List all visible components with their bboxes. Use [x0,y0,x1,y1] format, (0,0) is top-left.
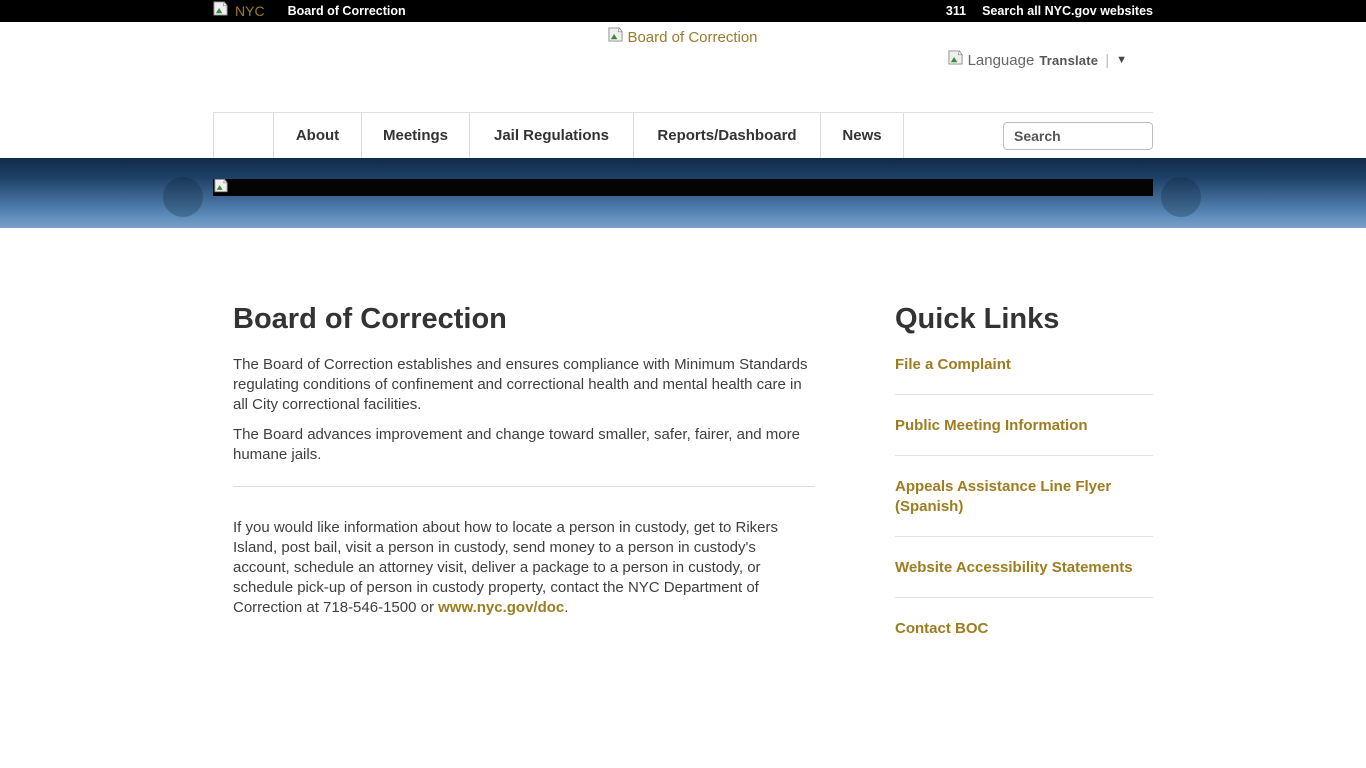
translate-label: Translate [1039,52,1099,68]
quick-links-title: Quick Links [895,303,1060,335]
nav-tab-about[interactable]: About [273,113,361,158]
chevron-down-icon[interactable]: ▼ [1116,54,1127,66]
banner-broken-image-icon [214,178,228,198]
page-title: Board of Correction [233,303,507,335]
quick-link-public-meeting-information[interactable]: Public Meeting Information [895,416,1088,434]
info-paragraph [233,518,815,618]
translate-separator: | [1105,51,1110,69]
language-broken-image-icon [948,50,963,70]
nav-tab-jail-regulations[interactable]: Jail Regulations [469,113,633,158]
site-header [0,22,1366,112]
carousel-prev-button[interactable] [163,177,203,217]
carousel-next-button[interactable] [1161,177,1201,217]
nav-tab-home[interactable] [213,113,273,158]
topbar-site-name[interactable]: Board of Correction [287,4,406,18]
content-divider [233,486,815,487]
search-input[interactable] [1003,122,1153,150]
list-item [895,477,1153,537]
language-alt-text: Language [967,51,1035,69]
nyc-logo-broken-image-icon[interactable] [213,1,228,21]
info-paragraph-period: . [564,598,569,616]
list-item [895,619,1153,658]
main-navigation [0,112,1366,158]
quick-link-file-a-complaint[interactable]: File a Complaint [895,355,1011,373]
hero-carousel [0,158,1366,228]
site-logo-alt-text: Board of Correction [627,28,758,46]
nav-tab-news[interactable]: News [820,113,904,158]
topbar [0,0,1366,22]
info-paragraph-text: If you would like information about how to locate a person in custody, get to Rikers Island, post bail, visit a person in custody, send money to a person in custody's account, schedule an attorney visit, deliver a package to a person in custody, or schedule pick-up of person in custody property, contact the NYC Department of Correction at 718-546-1500 or [233,518,779,616]
topbar-search-all-link[interactable]: Search all NYC.gov websites [982,4,1153,18]
nav-tab-meetings[interactable]: Meetings [361,113,469,158]
content-column [213,304,815,628]
intro-paragraph-1: The Board of Correction establishes and ensures compliance with Minimum Standards regulating conditions of confinement and correctional health and mental health care in all City correctional facilities. [233,355,808,413]
nyc-gov-doc-link[interactable]: www.nyc.gov/doc [438,598,565,616]
main-content [0,228,1366,679]
intro-paragraph-2: The Board advances improvement and change toward smaller, safer, fairer, and more humane jails. [233,425,800,463]
language-translate-dropdown[interactable] [948,50,1127,70]
quick-links-column [895,304,1153,679]
quick-link-appeals-assistance-line-flyer[interactable]: Appeals Assistance Line Flyer (Spanish) [895,477,1112,515]
list-item [895,558,1153,598]
quick-link-website-accessibility-statements[interactable]: Website Accessibility Statements [895,558,1133,576]
quick-links-list [895,355,1153,658]
site-logo[interactable] [0,22,1366,47]
nyc-logo-alt-text[interactable]: NYC [235,3,265,19]
nav-tab-reports-dashboard[interactable]: Reports/Dashboard [633,113,820,158]
quick-link-contact-boc[interactable]: Contact BOC [895,619,989,637]
list-item [895,355,1153,395]
site-logo-broken-image-icon [608,27,623,47]
list-item [895,416,1153,456]
banner-broken-image [213,179,1153,196]
topbar-311-link[interactable]: 311 [945,4,967,18]
